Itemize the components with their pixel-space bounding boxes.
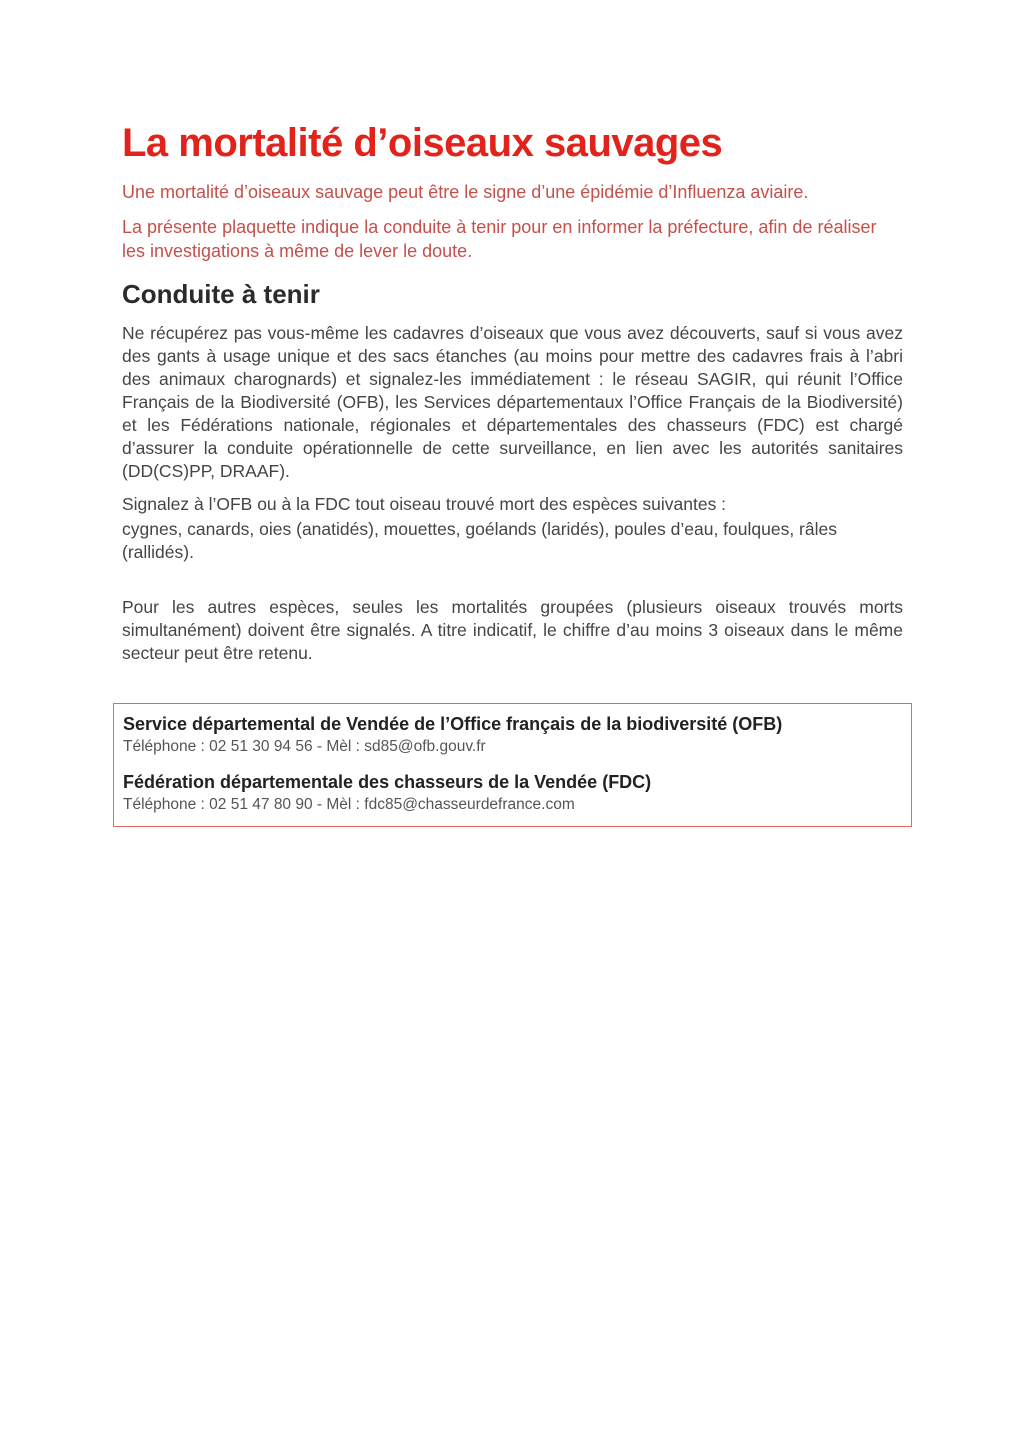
page-title: La mortalité d’oiseaux sauvages — [122, 121, 723, 165]
paragraph-main-instructions: Ne récupérez pas vous-même les cadavres d’oiseaux que vous avez découverts, sauf si vous avez des gants à usage unique et des sacs étanches (au moins pour mettre des cadavres frais à l’abri des animaux charognards) et signalez-les immédiatement : le réseau SAGIR, qui réunit l’Office Français de la Biodiversité (OFB), les Services départementaux l’Office Français de la Biodiversité) et les Fédérations nationale, régionales et départementales des chasseurs (FDC) est chargé d’assurer la conduite opérationnelle de cette surveillance, en lien avec les autorités sanitaires (DD(CS)PP, DRAAF). — [122, 323, 903, 481]
intro-paragraph-1: Une mortalité d’oiseaux sauvage peut être le signe d’une épidémie d’Influenza aviaire. — [122, 182, 809, 202]
paragraph-signal-instruction: Signalez à l’OFB ou à la FDC tout oiseau trouvé mort des espèces suivantes : — [122, 494, 727, 514]
section-heading-conduite: Conduite à tenir — [122, 279, 320, 309]
contact-details-ofb: Téléphone : 02 51 30 94 56 - Mèl : sd85@ofb.gouv.fr — [123, 738, 486, 755]
document-content — [122, 0, 903, 827]
paragraph-other-species: Pour les autres espèces, seules les mortalités groupées (plusieurs oiseaux trouvés morts simultanément) doivent être signalés. A titre indicatif, le chiffre d’au moins 3 oiseaux dans le même secteur peut être retenu. — [122, 597, 903, 663]
contact-box — [113, 703, 912, 827]
contact-name-ofb: Service départemental de Vendée de l’Office français de la biodiversité (OFB) — [123, 714, 783, 734]
paragraph-species-list: cygnes, canards, oies (anatidés), mouettes, goélands (laridés), poules d’eau, foulques, râles (rallidés). — [122, 519, 837, 562]
contact-name-fdc: Fédération départementale des chasseurs de la Vendée (FDC) — [123, 772, 652, 792]
contact-details-fdc: Téléphone : 02 51 47 80 90 - Mèl : fdc85@chasseurdefrance.com — [123, 796, 575, 813]
intro-paragraph-2: La présente plaquette indique la conduite à tenir pour en informer la préfecture, afin de réaliser les investigations à même de lever le doute. — [122, 217, 877, 261]
